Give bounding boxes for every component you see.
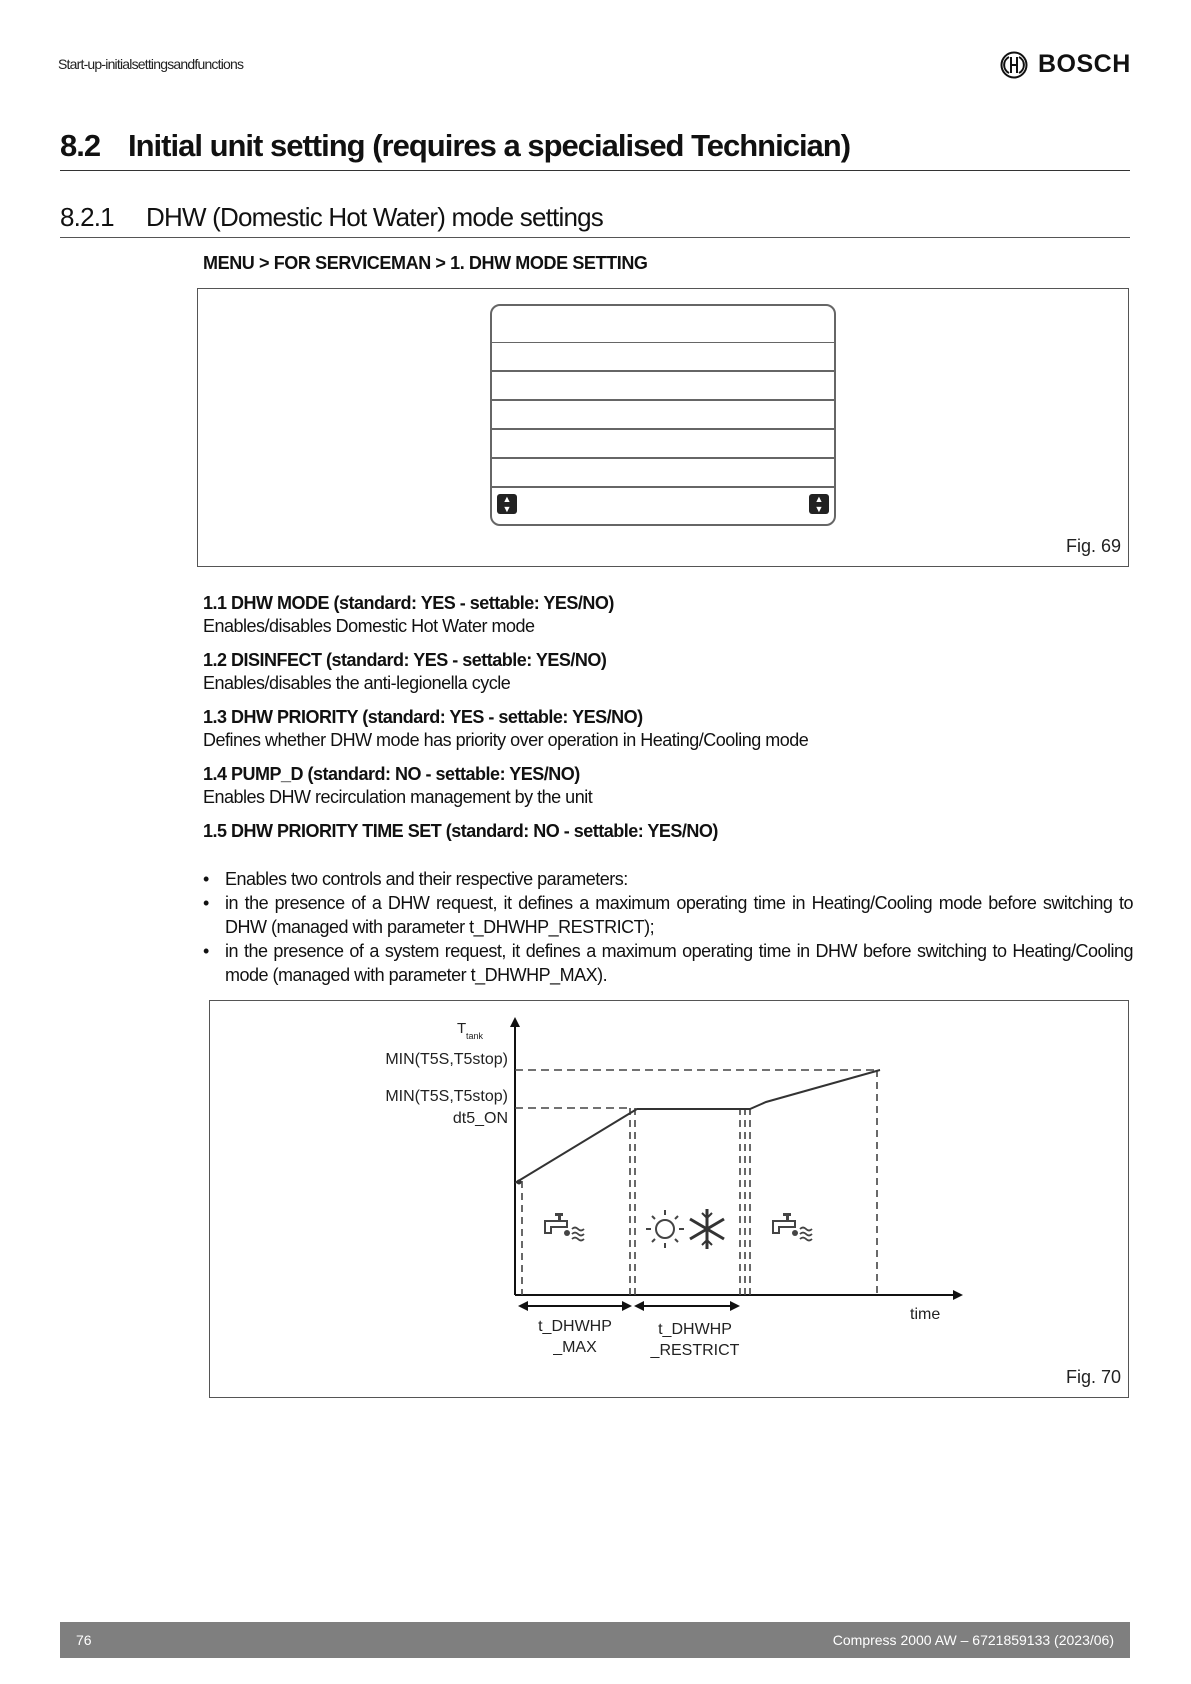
x-axis-arrow-icon [953,1290,963,1300]
setting-title: 1.3 DHW PRIORITY (standard: YES - settable: YES/NO) [203,707,643,727]
section-number: 8.2 [60,128,101,163]
subsection-title: DHW (Domestic Hot Water) mode settings [146,202,603,232]
tank-temperature-curve [515,1070,880,1183]
curve-start-point [517,1180,522,1185]
lcd-row-divider [492,370,834,372]
document-reference: Compress 2000 AW – 6721859133 (2023/06) [832,1632,1114,1648]
header-section-ref: Start-up-initialsettingsandfunctions [58,56,244,72]
lcd-row-divider [492,486,834,488]
setting-description: Defines whether DHW mode has priority over operation in Heating/Cooling mode [203,730,809,750]
setting-description: Enables DHW recirculation management by the unit [203,787,593,807]
figure-70-label: Fig. 70 [1065,1367,1121,1387]
bullet-list [203,867,1133,987]
setting-title: 1.4 PUMP_D (standard: NO - settable: YES/NO) [203,764,580,784]
arrow-left-icon [518,1301,528,1311]
setting-item [203,763,1133,809]
setting-item [203,820,1133,843]
figure-70 [209,1000,1129,1398]
interval-max-sublabel: _MAX [553,1339,597,1356]
subsection-number: 8.2.1 [60,202,114,232]
interval-restrict-sublabel: _RESTRICT [650,1342,740,1359]
dhw-tap-icon [773,1213,812,1241]
lcd-row-divider [492,457,834,459]
bullet-item: • Enables two controls and their respective parameters: [203,867,1133,891]
figure-69 [197,288,1129,567]
up-down-arrow-icon[interactable]: ▲ ▼ [497,494,517,514]
page-footer [60,1622,1130,1658]
arrow-left-icon [634,1301,644,1311]
setting-description: Enables/disables Domestic Hot Water mode [203,616,535,636]
setting-item [203,706,1133,752]
brand-name: BOSCH [1038,50,1131,78]
tank-temperature-diagram [210,1001,1128,1397]
section-heading [60,128,1130,171]
setting-description: Enables/disables the anti-legionella cycle [203,673,511,693]
up-down-arrow-icon[interactable]: ▲ ▼ [809,494,829,514]
figure-69-label: Fig. 69 [1065,536,1121,556]
bullet-item: • in the presence of a system request, it defines a maximum operating time in DHW before switching to Heating/Cooling mode (managed with parameter t_DHWHP_MAX). [203,939,1133,987]
section-title: Initial unit setting (requires a specialised Technician) [128,128,851,163]
bosch-armature-icon [1000,51,1028,79]
bullet-item: • in the presence of a DHW request, it defines a maximum operating time in Heating/Cooling mode before switching to DHW (managed with parameter t_DHWHP_RESTRICT); [203,891,1133,939]
settings-list [203,592,1133,854]
dhw-tap-icon [545,1213,584,1241]
arrow-right-icon [730,1301,740,1311]
setting-title: 1.1 DHW MODE (standard: YES - settable: YES/NO) [203,593,614,613]
menu-path: MENU > FOR SERVICEMAN > 1. DHW MODE SETTING [203,253,648,273]
lcd-row-divider [492,428,834,430]
interval-max-label: t_DHWHP [538,1318,612,1335]
lcd-screen [490,304,836,526]
x-axis-label: time [910,1306,941,1323]
level-top-label: MIN(T5S,T5stop) [385,1051,508,1068]
y-axis-label: T [457,1020,467,1037]
subsection-heading [60,202,1130,238]
page-number: 76 [76,1632,92,1648]
setting-title: 1.5 DHW PRIORITY TIME SET (standard: NO - settable: YES/NO) [203,821,718,841]
level-mid-sublabel: dt5_ON [452,1110,508,1127]
setting-item [203,649,1133,695]
setting-item [203,592,1133,638]
arrow-right-icon [622,1301,632,1311]
snowflake-icon [690,1209,724,1249]
brand-logo [1000,50,1131,79]
lcd-row-divider [492,342,834,343]
level-mid-label: MIN(T5S,T5stop) [385,1088,508,1105]
y-axis-arrow-icon [510,1017,520,1027]
y-axis-subscript: tank [466,1031,484,1041]
lcd-row-divider [492,399,834,401]
setting-title: 1.2 DISINFECT (standard: YES - settable: YES/NO) [203,650,607,670]
interval-restrict-label: t_DHWHP [658,1321,732,1338]
sun-icon [646,1210,684,1248]
